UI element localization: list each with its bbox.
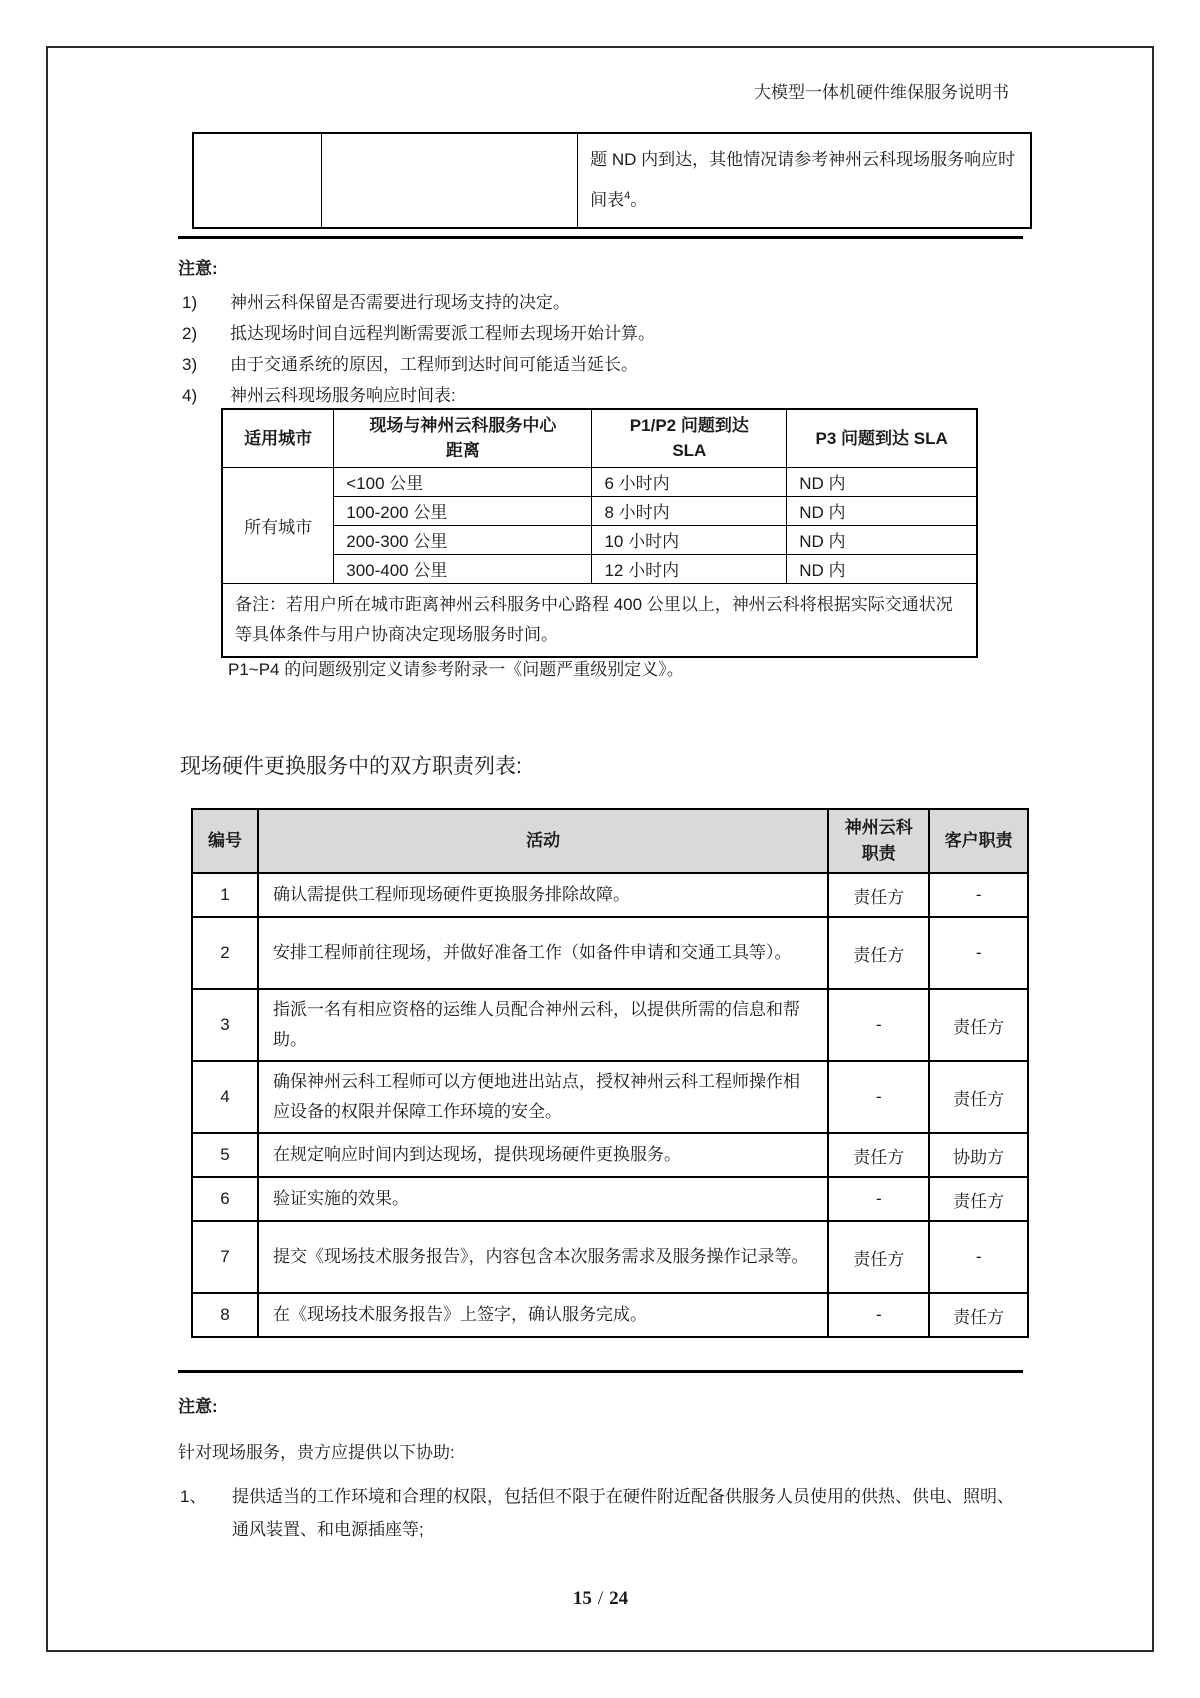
resp-header-dc-line1: 神州云科: [844, 818, 913, 837]
sla-p1p2-cell: 8 小时内: [592, 496, 787, 525]
sla-header-city: 适用城市: [222, 409, 334, 467]
sla-response-table: [221, 408, 978, 658]
sla-p3-cell: ND 内: [787, 525, 977, 554]
sla-header-row: [222, 409, 977, 467]
section-heading: 现场硬件更换服务中的双方职责列表:: [180, 755, 522, 778]
note-item-number: 1): [182, 293, 198, 312]
note-item-text: 神州云科保留是否需要进行现场支持的决定。: [230, 293, 570, 312]
note-item-3: [178, 354, 1023, 375]
continuation-cell-empty-2: [321, 133, 577, 228]
sla-distance-cell: 100-200 公里: [334, 496, 592, 525]
resp-customer-cell: 责任方: [929, 1061, 1028, 1133]
resp-activity-cell: 在《现场技术服务报告》上签字，确认服务完成。: [258, 1293, 828, 1337]
resp-no-cell: 4: [192, 1061, 258, 1133]
resp-customer-cell: -: [929, 1221, 1028, 1293]
resp-activity-cell: 确保神州云科工程师可以方便地进出站点，授权神州云科工程师操作相应设备的权限并保障工作环境的安全。: [258, 1061, 828, 1133]
resp-customer-cell: 责任方: [929, 1293, 1028, 1337]
resp-dc-cell: -: [828, 1293, 929, 1337]
note-item-number: 3): [182, 355, 198, 374]
responsibilities-table: [191, 808, 1029, 1338]
footer-page-number: 15: [572, 1588, 592, 1609]
continuation-row: [193, 133, 1031, 228]
note-item-number: 4): [182, 386, 198, 405]
resp-dc-cell: 责任方: [828, 1133, 929, 1177]
sla-p3-cell: ND 内: [787, 496, 977, 525]
sla-distance-cell: <100 公里: [334, 467, 592, 496]
resp-dc-cell: 责任方: [828, 873, 929, 917]
sla-p1p2-cell: 10 小时内: [592, 525, 787, 554]
resp-header-customer: 客户职责: [929, 809, 1028, 873]
sla-p3-cell: ND 内: [787, 554, 977, 583]
resp-dc-cell: -: [828, 989, 929, 1061]
resp-customer-cell: 责任方: [929, 989, 1028, 1061]
note-item-1: [178, 292, 1023, 313]
sla-row-4: [222, 554, 977, 583]
assist-item-1: [178, 1480, 1023, 1546]
continuation-cell-text: [578, 133, 1031, 228]
resp-row-3: [192, 989, 1028, 1061]
section-rule-top: [178, 236, 1023, 239]
resp-no-cell: 1: [192, 873, 258, 917]
resp-no-cell: 3: [192, 989, 258, 1061]
resp-header-dc: [828, 809, 929, 873]
note-item-text: 抵达现场时间自远程判断需要派工程师去现场开始计算。: [230, 324, 655, 343]
sla-header-distance-line2: 距离: [445, 441, 480, 461]
sla-city-cell: 所有城市: [222, 467, 334, 583]
continuation-cell-empty-1: [193, 133, 321, 228]
resp-dc-cell: 责任方: [828, 1221, 929, 1293]
note-item-number: 2): [182, 324, 198, 343]
resp-row-7: [192, 1221, 1028, 1293]
resp-no-cell: 6: [192, 1177, 258, 1221]
sla-row-2: [222, 496, 977, 525]
note-item-text: 由于交通系统的原因，工程师到达时间可能适当延长。: [230, 355, 638, 374]
notice-label-2: 注意:: [178, 1397, 218, 1416]
resp-activity-cell: 确认需提供工程师现场硬件更换服务排除故障。: [258, 873, 828, 917]
sla-distance-cell: 200-300 公里: [334, 525, 592, 554]
sla-distance-cell: 300-400 公里: [334, 554, 592, 583]
resp-no-cell: 2: [192, 917, 258, 989]
page-footer: [178, 1588, 1023, 1610]
sla-header-distance: [334, 409, 592, 467]
resp-row-2: [192, 917, 1028, 989]
resp-activity-cell: 提交《现场技术服务报告》，内容包含本次服务需求及服务操作记录等。: [258, 1221, 828, 1293]
note-item-2: [178, 323, 1023, 344]
resp-activity-cell: 在规定响应时间内到达现场，提供现场硬件更换服务。: [258, 1133, 828, 1177]
resp-row-5: [192, 1133, 1028, 1177]
resp-header-no: 编号: [192, 809, 258, 873]
resp-customer-cell: 责任方: [929, 1177, 1028, 1221]
continuation-text: 题 ND 内到达，其他情况请参考神州云科现场服务响应时间表: [590, 150, 1016, 210]
sla-p3-cell: ND 内: [787, 467, 977, 496]
resp-activity-cell: 指派一名有相应资格的运维人员配合神州云科，以提供所需的信息和帮助。: [258, 989, 828, 1061]
resp-header-row: [192, 809, 1028, 873]
resp-row-6: [192, 1177, 1028, 1221]
resp-header-activity: 活动: [258, 809, 828, 873]
page-content: [178, 0, 1023, 1698]
notice-label-1: 注意:: [178, 259, 218, 278]
sla-header-p1p2: [592, 409, 787, 467]
notice2-intro: 针对现场服务，贵方应提供以下协助:: [178, 1443, 455, 1462]
resp-dc-cell: -: [828, 1061, 929, 1133]
resp-customer-cell: -: [929, 873, 1028, 917]
resp-row-8: [192, 1293, 1028, 1337]
note-item-text: 神州云科现场服务响应时间表:: [230, 386, 456, 405]
sla-header-p1p2-line2: SLA: [672, 441, 707, 461]
resp-no-cell: 8: [192, 1293, 258, 1337]
continuation-suffix: 。: [630, 190, 648, 210]
sla-remark-cell: 备注：若用户所在城市距离神州云科服务中心路程 400 公里以上，神州云科将根据实际交通状况等具体条件与用户协商决定现场服务时间。: [222, 583, 977, 657]
resp-customer-cell: 协助方: [929, 1133, 1028, 1177]
assist-item-text: 提供适当的工作环境和合理的权限，包括但不限于在硬件附近配备供服务人员使用的供热、供电、照明、通风装置、和电源插座等;: [232, 1487, 1014, 1539]
footnote-marker: 4: [624, 190, 631, 202]
resp-header-dc-line2: 职责: [861, 844, 896, 863]
sla-header-distance-line1: 现场与神州云科服务中心: [369, 416, 557, 436]
p-levels-note: P1~P4 的问题级别定义请参考附录一《问题严重级别定义》。: [228, 660, 684, 679]
section-rule-bottom: [178, 1370, 1023, 1373]
sla-p1p2-cell: 12 小时内: [592, 554, 787, 583]
continuation-table: [192, 132, 1032, 229]
resp-row-1: [192, 873, 1028, 917]
sla-header-p1p2-line1: P1/P2 问题到达: [629, 416, 749, 436]
sla-p1p2-cell: 6 小时内: [592, 467, 787, 496]
resp-no-cell: 5: [192, 1133, 258, 1177]
footer-total-pages: 24: [609, 1588, 629, 1609]
resp-customer-cell: -: [929, 917, 1028, 989]
resp-activity-cell: 安排工程师前往现场，并做好准备工作（如备件申请和交通工具等）。: [258, 917, 828, 989]
sla-row-1: [222, 467, 977, 496]
footer-separator: /: [597, 1588, 604, 1609]
sla-row-3: [222, 525, 977, 554]
document-header-title: 大模型一体机硬件维保服务说明书: [754, 83, 1009, 102]
assist-item-number: 1、: [180, 1487, 207, 1506]
note-item-4: [178, 385, 1023, 406]
resp-activity-cell: 验证实施的效果。: [258, 1177, 828, 1221]
resp-row-4: [192, 1061, 1028, 1133]
resp-dc-cell: -: [828, 1177, 929, 1221]
sla-remark-row: [222, 583, 977, 657]
resp-no-cell: 7: [192, 1221, 258, 1293]
sla-header-p3: P3 问题到达 SLA: [787, 409, 977, 467]
resp-dc-cell: 责任方: [828, 917, 929, 989]
